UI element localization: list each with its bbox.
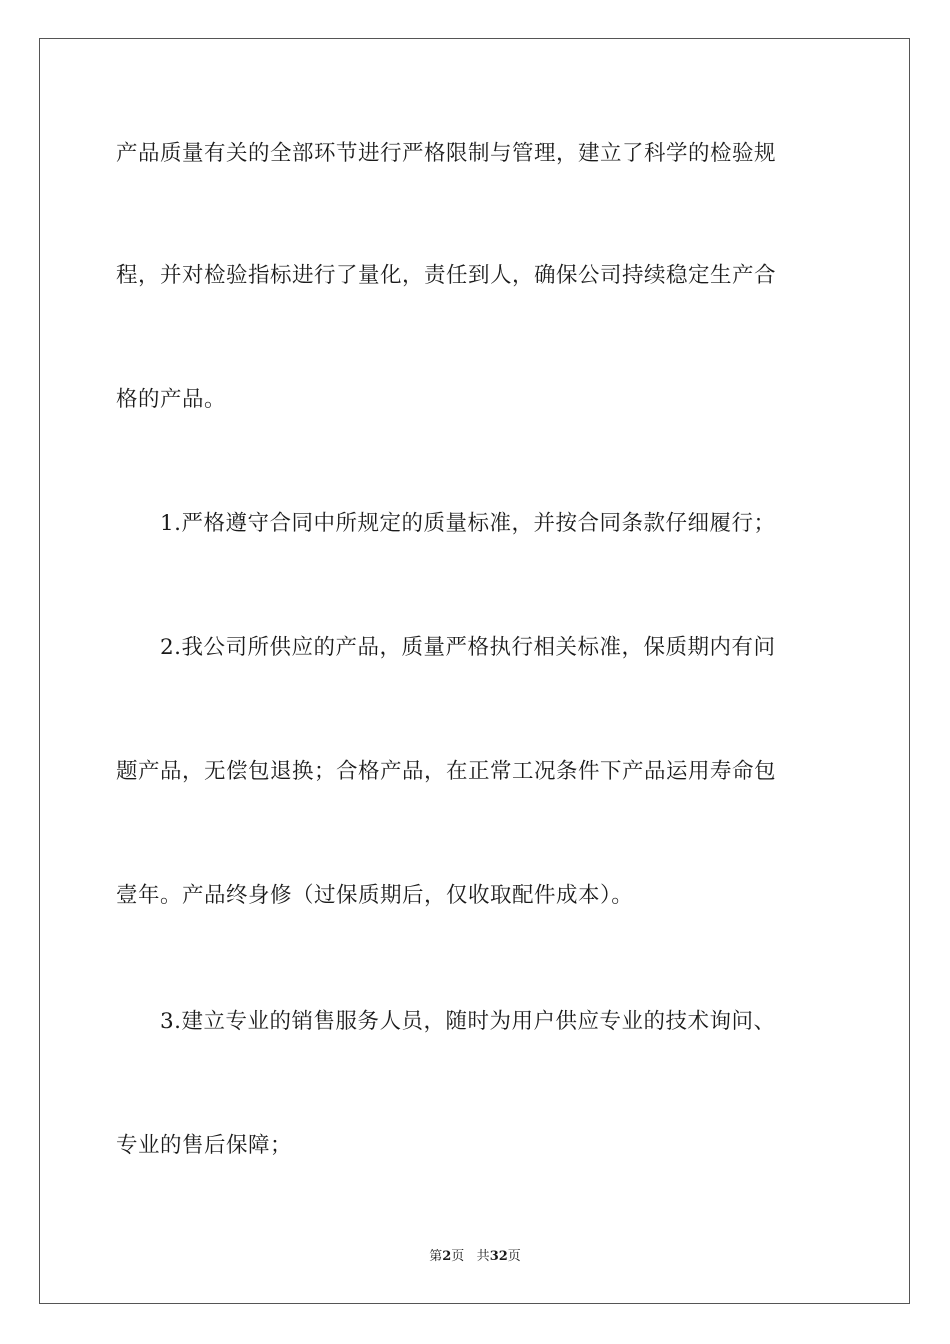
list-item-1: 1.严格遵守合同中所规定的质量标准，并按合同条款仔细履行； — [160, 511, 776, 536]
current-page-number: 2 — [442, 1249, 452, 1264]
paragraph-line: 程，并对检验指标进行了量化，责任到人，确保公司持续稳定生产合 — [116, 263, 777, 288]
footer-prefix: 第 — [429, 1249, 443, 1264]
footer-total-suffix: 页 — [507, 1249, 521, 1264]
paragraph-line: 专业的售后保障； — [116, 1133, 293, 1158]
footer-page-word: 页 — [451, 1249, 465, 1264]
page-border — [39, 38, 910, 1304]
paragraph-line: 壹年。产品终身修（过保质期后，仅收取配件成本）。 — [116, 883, 634, 908]
paragraph-line: 题产品，无偿包退换；合格产品，在正常工况条件下产品运用寿命包 — [116, 759, 777, 784]
page-footer — [0, 1249, 950, 1265]
list-item-3: 3.建立专业的销售服务人员，随时为用户供应专业的技术询问、 — [160, 1009, 776, 1034]
list-item-2: 2.我公司所供应的产品，质量严格执行相关标准，保质期内有问 — [160, 635, 776, 660]
paragraph-line: 产品质量有关的全部环节进行严格限制与管理，建立了科学的检验规 — [116, 141, 777, 166]
total-pages-number: 32 — [489, 1249, 508, 1264]
paragraph-line: 格的产品。 — [116, 387, 227, 412]
footer-total-prefix: 共 — [476, 1249, 490, 1264]
